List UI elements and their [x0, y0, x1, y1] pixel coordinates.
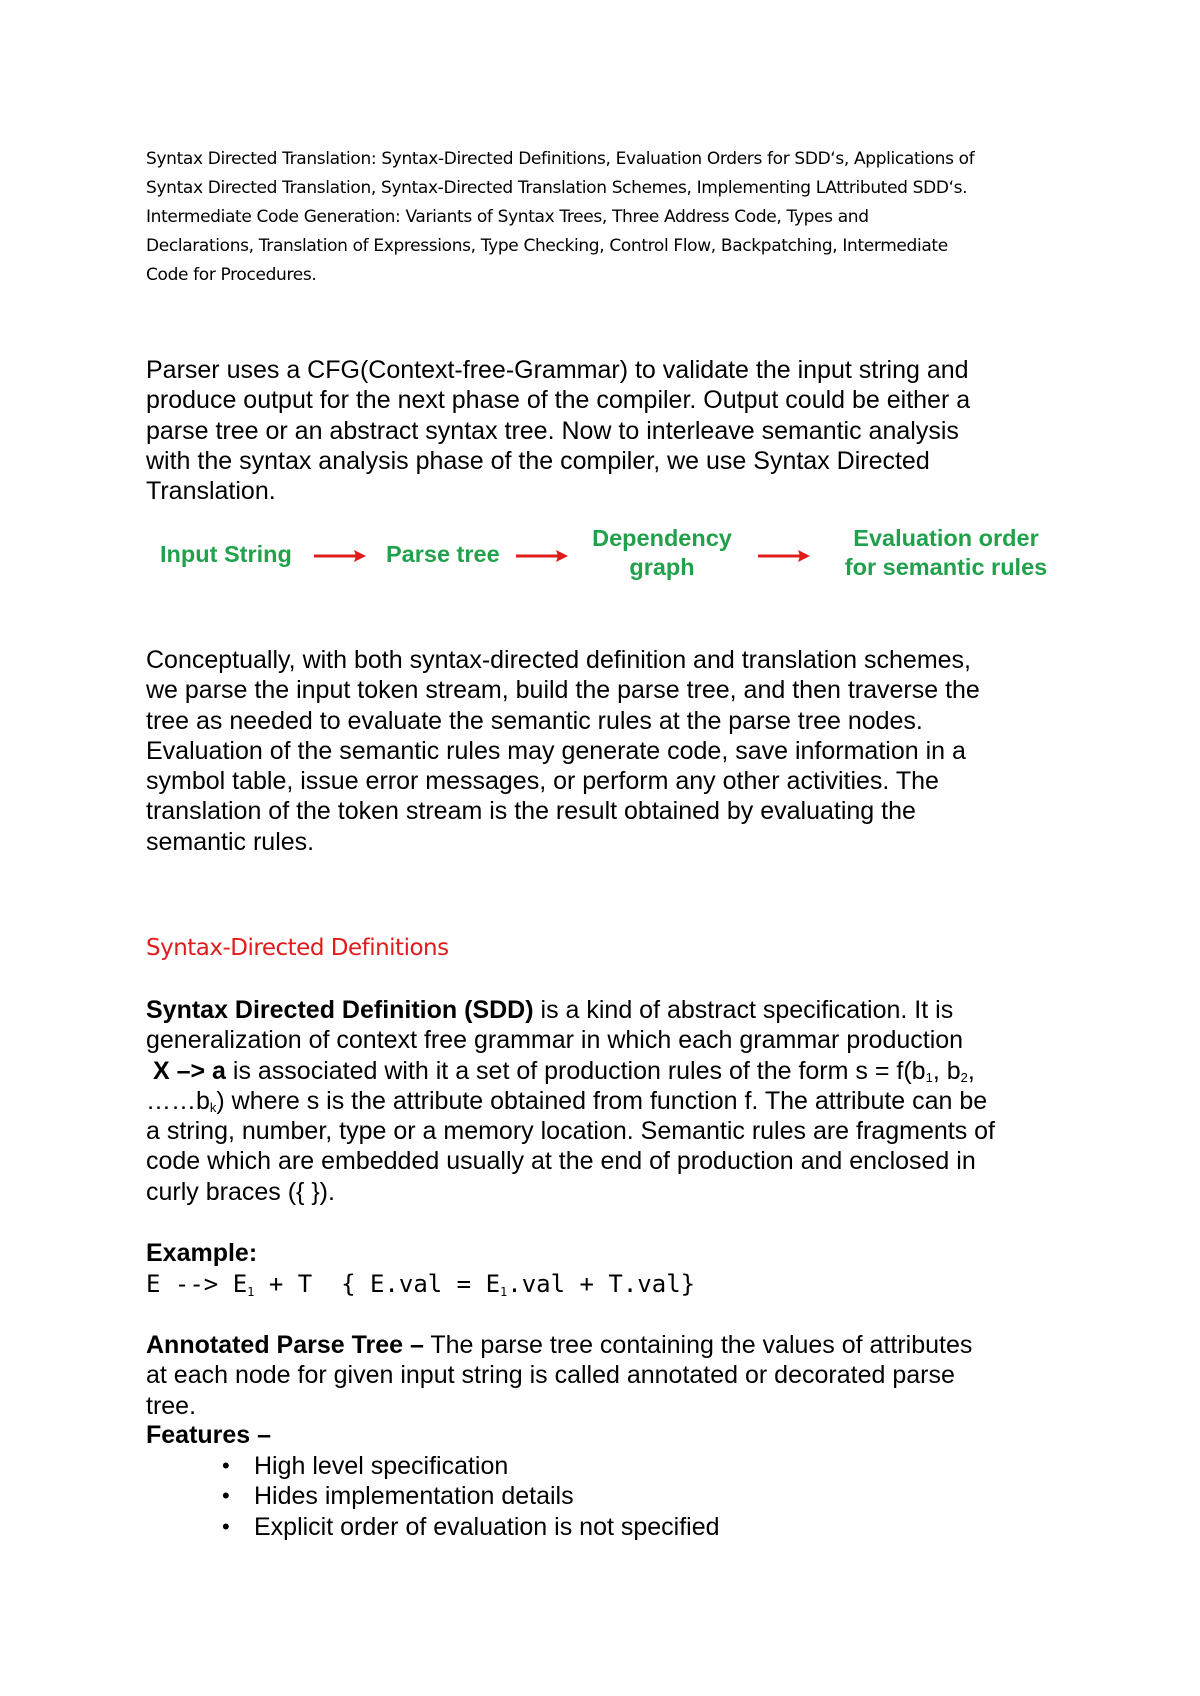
subscript: 1	[247, 1285, 255, 1299]
syllabus-line: Syntax Directed Translation, Syntax-Directed Translation Schemes, Implementing LAttributed SDD‘s.	[146, 178, 968, 198]
syllabus-paragraph	[146, 145, 1066, 290]
sdd-text: ,	[967, 1056, 975, 1085]
annotated-text: The parse tree containing the values of attributes	[423, 1331, 973, 1359]
intro-line: Parser uses a CFG(Context-free-Grammar) to validate the input string and	[146, 356, 969, 384]
sdd-line	[146, 995, 1066, 1025]
concept-line: translation of the token stream is the result obtained by evaluating the	[146, 797, 916, 826]
example-code	[146, 1270, 695, 1298]
list-item-label: Explicit order of evaluation is not specified	[254, 1512, 720, 1541]
concept-line: semantic rules.	[146, 827, 315, 856]
sdd-paragraph	[146, 995, 1066, 1207]
code-text: E --> E	[146, 1270, 248, 1298]
intro-line: produce output for the next phase of the compiler. Output could be either a	[146, 386, 971, 415]
list-item	[222, 1451, 720, 1481]
annotated-line: tree.	[146, 1391, 197, 1420]
bullet-icon: •	[222, 1453, 230, 1478]
sdd-line: generalization of context free grammar in which each grammar production	[146, 1026, 964, 1055]
syllabus-line: Syntax Directed Translation: Syntax-Directed Definitions, Evaluation Orders for SDD‘s, Applications of	[146, 149, 975, 169]
intro-line: with the syntax analysis phase of the compiler, we use Syntax Directed	[146, 446, 930, 475]
syllabus-line: Code for Procedures.	[146, 265, 317, 285]
section-heading: Syntax-Directed Definitions	[146, 935, 449, 961]
code-text: + T { E.val = E	[254, 1270, 501, 1298]
flow-node-parse-tree: Parse tree	[386, 541, 500, 567]
sdd-line: curly braces ({ }).	[146, 1177, 335, 1206]
annotated-line: at each node for given input string is called annotated or decorated parse	[146, 1361, 955, 1390]
flow-node-dependency-graph	[586, 524, 738, 582]
subscript: 2	[960, 1069, 968, 1085]
flow-arrow-icon	[312, 547, 368, 565]
code-text: .val + T.val}	[507, 1270, 696, 1298]
sdd-text: is associated with it a set of production rules of the form s = f(b	[225, 1056, 926, 1085]
flow-node-line: graph	[629, 554, 695, 580]
flow-node-evaluation-order	[836, 524, 1056, 582]
sdd-production: X –> a	[152, 1056, 226, 1085]
sdt-flow-diagram	[146, 524, 1066, 590]
sdd-line	[146, 1086, 1066, 1116]
flow-node-line: Evaluation order	[853, 525, 1039, 551]
list-item	[222, 1481, 720, 1511]
annotated-term: Annotated Parse Tree –	[146, 1331, 424, 1359]
sdd-text: is a kind of abstract specification. It is	[533, 996, 954, 1024]
concept-line: Conceptually, with both syntax-directed definition and translation schemes,	[146, 646, 971, 674]
sdd-text: ) where s is the attribute obtained from function f. The attribute can be	[216, 1086, 988, 1115]
list-item-label: Hides implementation details	[254, 1482, 574, 1511]
sdd-term: Syntax Directed Definition (SDD)	[146, 996, 534, 1024]
concept-line: tree as needed to evaluate the semantic rules at the parse tree nodes.	[146, 706, 923, 735]
flow-node-line: Dependency	[592, 525, 732, 551]
sdd-text: ……b	[146, 1086, 210, 1115]
syllabus-line: Intermediate Code Generation: Variants of Syntax Trees, Three Address Code, Types and	[146, 207, 869, 227]
flow-arrow-icon	[756, 547, 812, 565]
list-item	[222, 1512, 720, 1542]
annotated-paragraph	[146, 1330, 1066, 1421]
flow-arrow-icon	[514, 547, 570, 565]
flow-node-line: for semantic rules	[844, 554, 1048, 580]
concept-paragraph	[146, 645, 1066, 857]
subscript: 1	[925, 1069, 933, 1085]
concept-line: Evaluation of the semantic rules may generate code, save information in a	[146, 736, 966, 765]
sdd-line	[146, 1056, 1066, 1086]
intro-line: parse tree or an abstract syntax tree. Now to interleave semantic analysis	[146, 416, 959, 445]
sdd-line: code which are embedded usually at the end of production and enclosed in	[146, 1147, 976, 1176]
syllabus-line: Declarations, Translation of Expressions, Type Checking, Control Flow, Backpatching, Intermediate	[146, 236, 948, 256]
sdd-text: , b	[932, 1056, 961, 1085]
concept-line: symbol table, issue error messages, or perform any other activities. The	[146, 767, 939, 796]
subscript: k	[209, 1099, 217, 1115]
intro-paragraph	[146, 355, 1066, 506]
example-label: Example:	[146, 1239, 258, 1267]
sdd-line: a string, number, type or a memory location. Semantic rules are fragments of	[146, 1117, 995, 1146]
bullet-icon: •	[222, 1483, 230, 1509]
subscript: 1	[500, 1285, 508, 1299]
sdd-text	[146, 1057, 153, 1085]
annotated-line	[146, 1330, 1066, 1360]
features-label: Features –	[146, 1421, 272, 1449]
list-item-label: High level specification	[254, 1452, 509, 1480]
features-list	[222, 1451, 720, 1542]
bullet-icon: •	[222, 1513, 230, 1539]
flow-node-input-string: Input String	[160, 541, 292, 567]
intro-line: Translation.	[146, 477, 276, 506]
concept-line: we parse the input token stream, build the parse tree, and then traverse the	[146, 676, 980, 705]
